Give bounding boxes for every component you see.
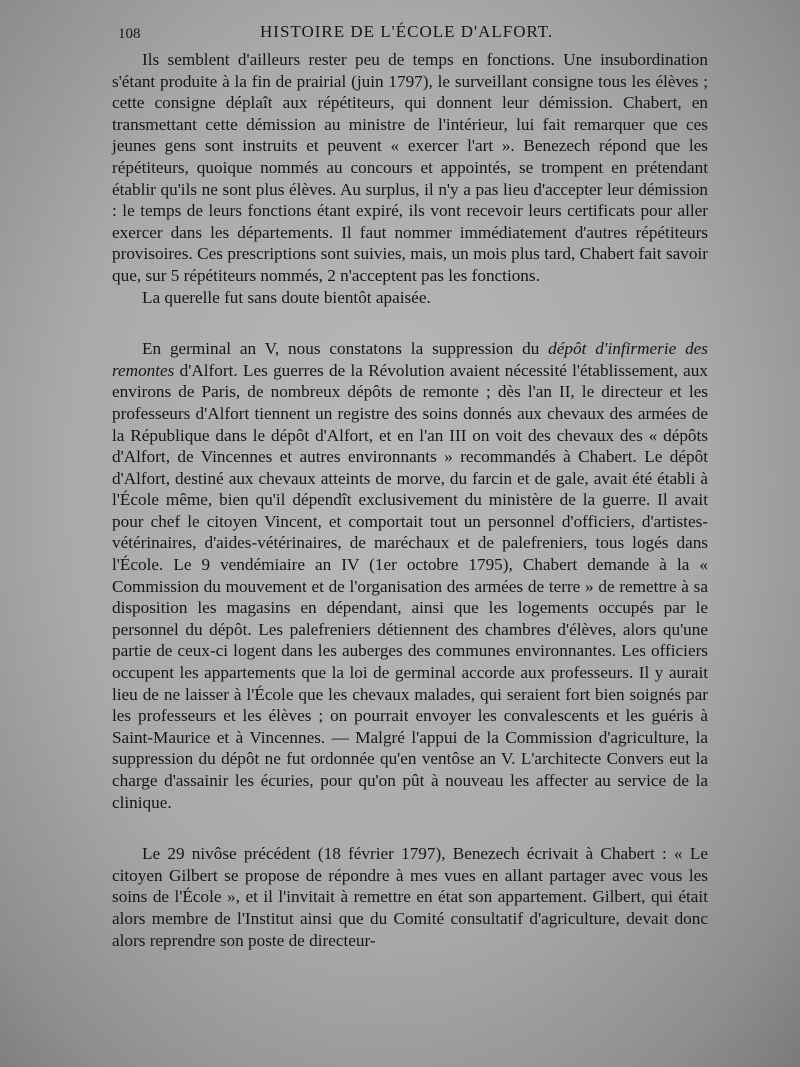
paragraph-3-rest: d'Alfort. Les guerres de la Révolution avaient nécessité l'établissement, aux environs de Paris, de nombreux dépôts de remonte ; dès l'an II, le directeur et les professeurs d'Alfort tiennent un registre des soins donnés aux chevaux des armées de la République dans le dépôt d'Alfort, et en l'an III on voit des chevaux des « dépôts d'Alfort, de Vincennes et autres environnants » recommandés à Chabert. Le dépôt d'Alfort, destiné aux chevaux atteints de morve, du farcin et de gale, avait été établi à l'École même, bien qu'il dépendît exclusivement du ministère de la guerre. Il avait pour chef le citoyen Vincent, et comportait tout un personnel d'officiers, d'artistes-vétérinaires, d'aides-vétérinaires, de maréchaux et de palefreniers, tous logés dans l'École. Le 9 vendémiaire an IV (1er octobre 1795), Chabert demande à la « Commission du mouvement et de l'organisation des armées de terre » de remettre à sa disposition les magasins en dépendant, ainsi que les logements occupés par le personnel du dépôt. Les palefreniers détiennent des chambres d'élèves, alors qu'une partie de ceux-ci logent dans les auberges des communes environnantes. Les officiers occupent les appartements que la loi de germinal accorde aux professeurs. Il y aurait lieu de ne laisser à l'École que les chevaux malades, qui seraient fort bien soignés par les professeurs et les élèves ; on pourrait envoyer les convalescents et les guéris à Saint-Maurice et à Vincennes. — Malgré l'appui de la Commission d'agriculture, la suppression du dépôt ne fut ordonnée qu'en ventôse an V. L'architecte Convers eut la charge d'assainir les écuries, pour qu'on pût à nouveau les affecter au service de la clinique.	[112, 360, 708, 812]
page-header	[110, 22, 720, 46]
paragraph-2: La querelle fut sans doute bientôt apaisée.	[142, 287, 431, 307]
page-body	[112, 49, 708, 951]
paragraph-3-italic: dépôt d'infirmerie des remontes	[112, 339, 708, 380]
running-title: HISTOIRE DE L'ÉCOLE D'ALFORT.	[260, 22, 554, 41]
page-number: 108	[118, 26, 141, 42]
paragraph-3-start: En germinal an V, nous constatons la suppression du	[142, 339, 549, 359]
paragraph-4: Le 29 nivôse précédent (18 février 1797), Benezech écrivait à Chabert : « Le citoyen Gilbert se propose de répondre à mes vues en allant partager avec vous les soins de l'École », et il l'invitait à remettre en état son appartement. Gilbert, qui était alors membre de l'Institut ainsi que du Comité consultatif d'agriculture, devait donc alors reprendre son poste de directeur-	[112, 844, 708, 950]
paragraph-1: Ils semblent d'ailleurs rester peu de temps en fonctions. Une insubordination s'étant produite à la fin de prairial (juin 1797), le surveillant consigne tous les élèves ; cette consigne déplaît aux répétiteurs, qui donnent leur démission. Chabert, en transmettant cette démission au ministre de l'intérieur, lui fait remarquer que ces jeunes gens sont instruits et peuvent « exercer l'art ». Benezech répond que les répétiteurs, quoique nommés au concours et appointés, se trompent en prétendant établir qu'ils ne sont plus élèves. Au surplus, il n'y a pas lieu d'accepter leur démission : le temps de leurs fonctions étant expiré, ils vont recevoir leurs certificats pour aller exercer dans les départements. Il faut nommer immédiatement d'autres répétiteurs provisoires. Ces prescriptions sont suivies, mais, un mois plus tard, Chabert fait savoir que, sur 5 répétiteurs nommés, 2 n'acceptent pas les fonctions.	[112, 50, 708, 285]
paragraph-3	[112, 338, 708, 813]
